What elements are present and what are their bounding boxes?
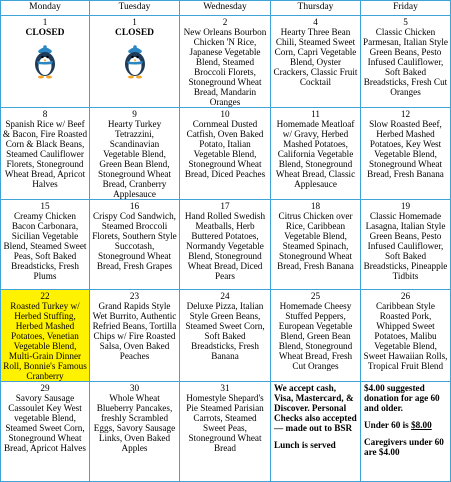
day-cell [180, 16, 271, 108]
day-cell [90, 200, 180, 290]
menu-text: Homemade Cheesy Stuffed Peppers, European Vegetable Blend, Green Bean Blend, Stoneground Wheat Bread, Fresh Cut Oranges [278, 301, 353, 371]
menu-text: Cornmeal Dusted Catfish, Oven Baked Potato, Italian Vegetable Blend, Stoneground Wheat Bread, Diced Peaches [184, 119, 266, 179]
header-row [1, 1, 451, 16]
day-number: 23 [129, 291, 140, 301]
day-number: 30 [129, 383, 140, 393]
day-cell [1, 16, 90, 108]
day-cell [361, 290, 451, 382]
day-cell [1, 382, 90, 482]
header-friday: Friday [361, 1, 451, 16]
day-cell [271, 290, 361, 382]
menu-text: Hearty Three Bean Chili, Steamed Sweet Corn, Capri Vegetable Blend, Oyster Crackers, Classic Fruit Cocktail [273, 27, 358, 87]
day-cell [361, 200, 451, 290]
day-number: 5 [403, 17, 408, 27]
payment-info-text: We accept cash, Visa, Mastercard, & Discover. Personal Checks also accepted — made out to BSR [274, 383, 357, 433]
menu-text: Classic Chicken Parmesan, Italian Style Green Beans, Pesto Infused Cauliflower, Soft Baked Breadsticks, Fresh Cut Oranges [363, 27, 448, 97]
day-number: 2 [222, 17, 228, 27]
day-number: 26 [400, 291, 411, 301]
day-number: 9 [132, 109, 137, 119]
day-number: 12 [400, 109, 411, 119]
day-cell [90, 16, 180, 108]
menu-text: Slow Roasted Beef, Herbed Mashed Potatoes, Key West Vegetable Blend, Stoneground Wheat Bread, Fresh Banana [367, 119, 444, 179]
week-row [1, 200, 451, 290]
header-wednesday: Wednesday [180, 1, 271, 16]
day-number: 25 [310, 291, 321, 301]
day-cell [1, 108, 90, 200]
penguin-icon [30, 45, 60, 79]
week-row [1, 290, 451, 382]
menu-text: Crispy Cod Sandwich, Steamed Broccoli Florets, Southern Style Succotash, Stoneground Wheat Bread, Fresh Grapes [92, 211, 177, 271]
menu-text: Classic Homemade Lasagna, Italian Style Green Beans, Pesto Infused Cauliflower, Soft Baked Breadsticks, Pineapple Tidbits [363, 211, 448, 281]
menu-text: Roasted Turkey w/ Herbed Stuffing, Herbed Mashed Potatoes, Venetian Vegetable Blend, Multi-Grain Dinner Roll, Bonnie's Famous Cranberry [3, 301, 87, 381]
day-number: 17 [220, 201, 230, 211]
day-cell [180, 200, 271, 290]
menu-text: Deluxe Pizza, Italian Style Green Beans, Steamed Sweet Corn, Soft Baked Breadsticks, Fresh Banana [185, 301, 265, 361]
day-number: 19 [400, 201, 411, 211]
day-cell [271, 108, 361, 200]
menu-text: Savory Sausage Cassoulet Key West vegetable Blend, Steamed Sweet Corn, Stoneground Wheat Bread, Apricot Halves [4, 393, 86, 453]
menu-text: Homemade Meatloaf w/ Gravy, Herbed Mashed Potatoes, California Vegetable Blend, Stoneground Wheat Bread, Classic Applesauce [275, 119, 356, 189]
closed-label: CLOSED [25, 28, 65, 38]
donation-text: $4.00 suggested donation for age 60 and older. [364, 383, 440, 413]
day-cell [90, 290, 180, 382]
header-monday: Monday [1, 1, 90, 16]
day-number: 29 [40, 383, 50, 393]
day-number: 16 [129, 201, 140, 211]
day-cell-highlighted [1, 290, 90, 382]
day-cell [361, 16, 451, 108]
day-number: 24 [220, 291, 230, 301]
menu-text: Creamy Chicken Bacon Carbonara, Sicilian Vegetable Blend, Steamed Sweet Peas, Soft Baked Breadsticks, Fresh Plums [3, 211, 87, 281]
donation-info-cell [361, 382, 451, 482]
menu-text: Homestyle Shepard's Pie Steamed Parisian Carrots, Steamed Sweet Peas, Stoneground Wheat Bread [186, 393, 264, 453]
menu-text: New Orleans Bourbon Chicken 'N Rice, Japanese Vegetable Blend, Steamed Broccoli Florets, Stoneground Wheat Bread, Mandarin Oranges [183, 27, 267, 107]
menu-text: Spanish Rice w/ Beef & Bacon, Fire Roasted Corn & Black Beans, Steamed Cauliflower Florets, Stoneground Wheat Bread, Apricot Halves [2, 119, 88, 189]
day-number: 11 [311, 109, 320, 119]
day-number: 18 [310, 201, 321, 211]
under-60-text: Under 60 is $8.00 [364, 420, 432, 430]
week-row [1, 382, 451, 482]
day-number: 1 [132, 17, 137, 27]
menu-text: Citrus Chicken over Rice, Caribbean Vegetable Blend, Steamed Spinach, Stoneground Wheat Bread, Fresh Banana [277, 211, 354, 271]
penguin-icon [120, 45, 150, 79]
caregivers-text: Caregivers under 60 are $4.00 [364, 437, 444, 457]
day-cell [1, 200, 90, 290]
menu-text: Caribbean Style Roasted Pork, Whipped Sweet Potatoes, Malibu Vegetable Blend, Sweet Hawaiian Rolls, Tropical Fruit Blend [363, 301, 448, 371]
day-number: 10 [220, 109, 230, 119]
closed-label: CLOSED [114, 28, 155, 38]
day-number: 8 [42, 109, 48, 119]
day-cell [271, 16, 361, 108]
day-number: 1 [42, 17, 48, 27]
day-cell [271, 200, 361, 290]
day-number: 31 [220, 383, 230, 393]
day-cell [180, 382, 271, 482]
day-cell [180, 108, 271, 200]
day-number: 4 [313, 17, 318, 27]
day-cell [361, 108, 451, 200]
day-cell [90, 382, 180, 482]
header-thursday: Thursday [271, 1, 361, 16]
week-row [1, 108, 451, 200]
day-cell [90, 108, 180, 200]
menu-text: Grand Rapids Style Wet Burrito, Authentic Refried Beans, Tortilla Chips w/ Fire Roasted Salsa, Oven Baked Peaches [92, 301, 177, 361]
day-number: 15 [40, 201, 50, 211]
under-60-amount: $8.00 [411, 420, 432, 430]
day-cell [180, 290, 271, 382]
day-number: 22 [40, 291, 50, 301]
week-row [1, 16, 451, 108]
payment-info-cell [271, 382, 361, 482]
header-tuesday: Tuesday [90, 1, 180, 16]
menu-text: Hearty Turkey Tetrazzini, Scandinavian Vegetable Blend, Green Bean Blend, Stoneground Wheat Bread, Cranberry Applesauce [97, 119, 172, 199]
menu-text: Hand Rolled Swedish Meatballs, Herb Buttered Potatoes, Normandy Vegetable Blend, Stoneground Wheat Bread, Diced Pears [184, 211, 266, 281]
menu-text: Whole Wheat Blueberry Pancakes, freshly Scrambled Eggs, Savory Sausage Links, Oven Baked Apples [93, 393, 176, 453]
lunch-served-text: Lunch is served [274, 440, 336, 450]
